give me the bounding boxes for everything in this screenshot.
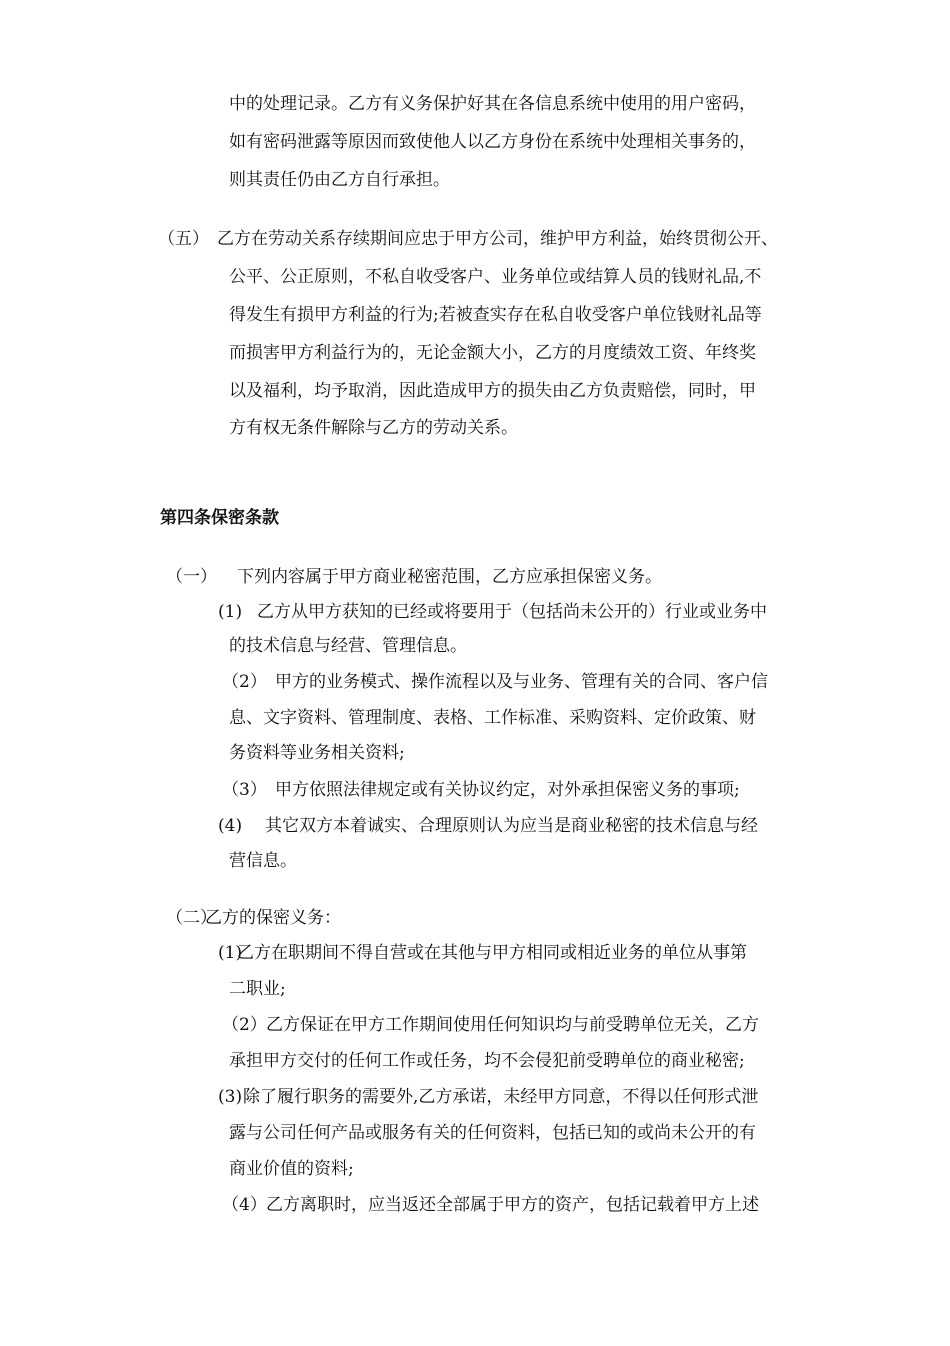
section-two-item-3-label: (3) (218, 1087, 243, 1107)
section-one-label: （一） (166, 567, 217, 587)
section-two-item-3-line-2: 露与公司任何产品或服务有关的任何资料，包括已知的或尚未公开的有 (229, 1123, 756, 1143)
clause-five-line-5: 以及福利，均予取消，因此造成甲方的损失由乙方负责赔偿，同时，甲 (229, 381, 756, 401)
section-one-item-1-line-2: 的技术信息与经营、管理信息。 (229, 636, 467, 656)
article-four-title: 第四条保密条款 (160, 508, 279, 528)
section-one-item-2-line-1: 甲方的业务模式、操作流程以及与业务、管理有关的合同、客户信 (275, 672, 768, 692)
section-one-item-4-line-1: 其它双方本着诚实、合理原则认为应当是商业秘密的技术信息与经 (265, 816, 758, 836)
section-two-item-1-line-1: 乙方在职期间不得自营或在其他与甲方相同或相近业务的单位从事第 (237, 943, 747, 963)
section-two-item-4-line-1: 乙方离职时，应当返还全部属于甲方的资产，包括记载着甲方上述 (266, 1195, 759, 1215)
section-one-item-1-line-1: 乙方从甲方获知的已经或将要用于（包括尚未公开的）行业或业务中 (257, 602, 767, 622)
section-one-item-2-label: （2） (222, 672, 267, 692)
clause-five-line-1: 乙方在劳动关系存续期间应忠于甲方公司，维护甲方利益，始终贯彻公开、 (217, 229, 778, 249)
section-one-item-3-label: （3） (222, 780, 267, 800)
clause-five-label: （五） (158, 229, 209, 249)
section-two-text: 乙方的保密义务： (205, 908, 341, 928)
clause-five-line-3: 得发生有损甲方利益的行为;若被查实存在私自收受客户单位钱财礼品等 (229, 305, 762, 325)
section-two-item-3-line-3: 商业价值的资料; (229, 1159, 354, 1179)
section-two-item-2-line-2: 承担甲方交付的任何工作或任务，均不会侵犯前受聘单位的商业秘密; (229, 1051, 745, 1071)
section-one-text: 下列内容属于甲方商业秘密范围，乙方应承担保密义务。 (237, 567, 662, 587)
clause-five-line-4: 而损害甲方利益行为的，无论金额大小，乙方的月度绩效工资、年终奖 (229, 343, 756, 363)
clause-five-line-2: 公平、公正原则，不私自收受客户、业务单位或结算人员的钱财礼品,不 (229, 267, 762, 287)
section-two-item-1-line-2: 二职业; (229, 979, 286, 999)
continuation-line-3: 则其责任仍由乙方自行承担。 (229, 170, 450, 190)
section-one-item-2-line-3: 务资料等业务相关资料; (229, 743, 405, 763)
section-two-item-1-label: (1) (218, 943, 243, 963)
section-two-item-4-label: （4） (222, 1195, 267, 1215)
section-one-item-4-label: (4) (218, 816, 243, 836)
continuation-line-2: 如有密码泄露等原因而致使他人以乙方身份在系统中处理相关事务的， (229, 132, 756, 152)
continuation-line-1: 中的处理记录。乙方有义务保护好其在各信息系统中使用的用户密码， (229, 94, 756, 114)
section-two-item-2-line-1: 乙方保证在甲方工作期间使用任何知识均与前受聘单位无关，乙方 (266, 1015, 759, 1035)
section-two-item-2-label: （2） (222, 1015, 267, 1035)
section-one-item-4-line-2: 营信息。 (229, 851, 297, 871)
section-one-item-1-label: (1) (218, 602, 243, 622)
section-two-label: （二） (166, 908, 217, 928)
clause-five-line-6: 方有权无条件解除与乙方的劳动关系。 (229, 418, 518, 438)
section-one-item-2-line-2: 息、文字资料、管理制度、表格、工作标准、采购资料、定价政策、财 (229, 708, 756, 728)
section-two-item-3-line-1: 除了履行职务的需要外,乙方承诺，未经甲方同意，不得以任何形式泄 (243, 1087, 759, 1107)
section-one-item-3-line-1: 甲方依照法律规定或有关协议约定，对外承担保密义务的事项; (275, 780, 740, 800)
